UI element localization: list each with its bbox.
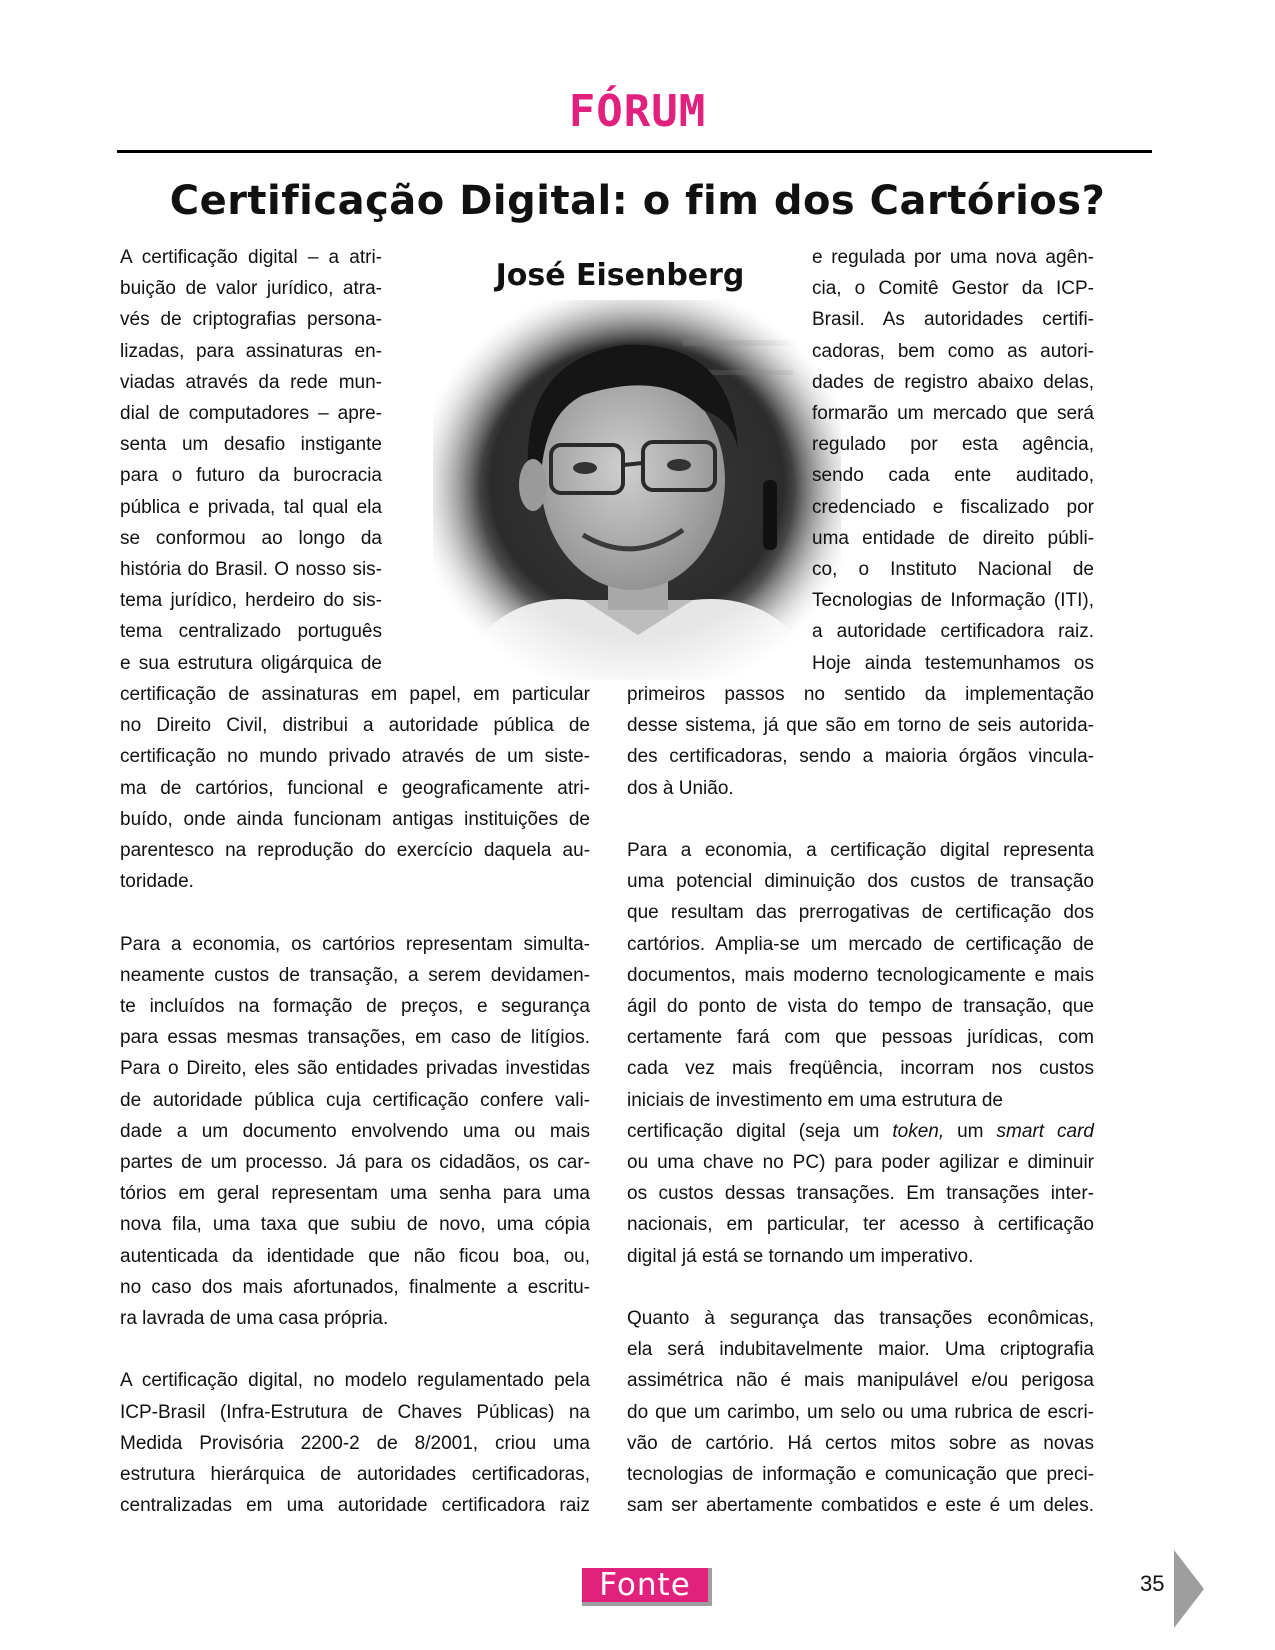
paragraph-line: toridade. [120, 871, 194, 893]
paragraph-line: ma de cartórios, funcional e geograficamente atri- [120, 777, 590, 799]
paragraph-line: regulado por esta agência, [812, 434, 1094, 456]
paragraph-line: ágil do ponto de vista do tempo de transação, que [627, 996, 1094, 1018]
paragraph-line: partes de um processo. Já para os cidadãos, os car- [120, 1152, 590, 1174]
paragraph-line: viadas através da rede mun- [120, 371, 382, 393]
paragraph-line: cartórios. Amplia-se um mercado de certificação de [627, 933, 1094, 955]
paragraph-line: cia, o Comitê Gestor da ICP- [812, 278, 1094, 300]
page-arrow-icon [1174, 1550, 1204, 1628]
paragraph-line: tema centralizado português [120, 621, 382, 643]
paragraph-line: do que um carimbo, um selo ou uma rubrica de escri- [627, 1401, 1094, 1423]
paragraph-line: formarão um mercado que será [812, 403, 1094, 425]
paragraph-line: desse sistema, já que são em torno de seis autorida- [627, 715, 1094, 737]
paragraph-line: Para a economia, os cartórios representam simulta- [120, 933, 590, 955]
paragraph-line: lizadas, para assinaturas en- [120, 340, 382, 362]
paragraph-line: Medida Provisória 2200-2 de 8/2001, criou uma [120, 1432, 590, 1454]
paragraph-line: que resultam das prerrogativas de certificação dos [627, 902, 1094, 924]
paragraph-line: ela será indubitavelmente maior. Uma criptografia [627, 1339, 1094, 1361]
paragraph-line: estrutura hierárquica de autoridades certificadoras, [120, 1464, 590, 1486]
article-title: Certificação Digital: o fim dos Cartórios? [169, 178, 1106, 224]
paragraph-line: neamente custos de transação, a serem devidamen- [120, 964, 590, 986]
paragraph-line: sendo cada ente auditado, [812, 465, 1094, 487]
paragraph-line: dos à União. [627, 777, 734, 799]
paragraph-line: centralizadas em uma autoridade certificadora raiz [120, 1495, 590, 1517]
paragraph-line: iniciais de investimento em uma estrutura de [627, 1089, 1003, 1111]
paragraph-line: Para a economia, a certificação digital representa [627, 840, 1094, 861]
author-photo [433, 300, 841, 680]
paragraph-line: dades de registro abaixo delas, [812, 371, 1094, 393]
paragraph-line: e sua estrutura oligárquica de [120, 652, 382, 674]
paragraph-line: co, o Instituto Nacional de [812, 559, 1094, 581]
left-column-main [120, 679, 590, 1521]
paragraph-line: nova fila, uma taxa que subiu de novo, uma cópia [120, 1214, 590, 1236]
paragraph-line: des certificadoras, sendo a maioria órgãos vincula- [627, 746, 1094, 768]
page-number: 35 [1140, 1571, 1165, 1596]
paragraph-line: nacionais, em particular, ter acesso à certificação [627, 1214, 1094, 1236]
paragraph-line: para o futuro da burocracia [120, 465, 382, 487]
paragraph-line: Para o Direito, eles são entidades privadas investidas [120, 1058, 590, 1080]
paragraph-line: vão de cartório. Há certos mitos sobre as novas [627, 1432, 1094, 1454]
paragraph-line: primeiros passos no sentido da implementação [627, 684, 1094, 705]
paragraph-line: dial de computadores – apre- [120, 403, 382, 425]
author-name: José Eisenberg [495, 258, 745, 293]
paragraph-line: certificação no mundo privado através de um siste- [120, 746, 590, 768]
paragraph-line: parentesco na reprodução do exercício daquela au- [120, 840, 590, 862]
paragraph-line: de autoridade pública cuja certificação confere vali- [120, 1089, 590, 1111]
paragraph-line: para essas mesmas transações, em caso de litígios. [120, 1027, 590, 1049]
paragraph-line: pública e privada, tal qual ela [120, 496, 382, 518]
paragraph-line: sam ser abertamente combatidos e este é um deles. [627, 1495, 1094, 1517]
paragraph-line: tórios em geral representam uma senha para uma [120, 1183, 590, 1205]
paragraph-line: assimétrica não é mais manipulável e/ou perigosa [627, 1370, 1094, 1392]
right-column-main [627, 679, 1094, 1521]
magazine-brand: Fonte [582, 1568, 712, 1606]
header-rule [117, 150, 1152, 153]
paragraph-line: te incluídos na formação de preços, e segurança [120, 996, 590, 1018]
paragraph-line: A certificação digital, no modelo regulamentado pela [120, 1370, 590, 1392]
paragraph-line: credenciado e fiscalizado por [812, 496, 1094, 518]
paragraph-line: certamente fará com que pessoas jurídicas, com [627, 1027, 1094, 1049]
paragraph-line: dade a um documento envolvendo uma ou mais [120, 1120, 590, 1142]
paragraph-line: se conformou ao longo da [120, 527, 382, 549]
paragraph-line: buição de valor jurídico, atra- [120, 278, 382, 300]
paragraph-line: Quanto à segurança das transações econômicas, [627, 1308, 1094, 1330]
paragraph-line-italic: certificação digital (seja um token, um smart card [627, 1120, 1094, 1142]
paragraph-line: no caso dos mais afortunados, finalmente a escritu- [120, 1276, 590, 1298]
paragraph-line: documentos, mais moderno tecnologicamente e mais [627, 964, 1094, 986]
paragraph-line: Brasil. As autoridades certifi- [812, 309, 1094, 331]
paragraph-line: autenticada da identidade que não ficou boa, ou, [120, 1245, 590, 1267]
paragraph-line: os custos dessas transações. Em transações inter- [627, 1183, 1094, 1205]
paragraph-line: uma entidade de direito públi- [812, 527, 1094, 549]
paragraph-line: buído, onde ainda funcionam antigas instituições de [120, 808, 590, 830]
paragraph-line: tecnologias de informação e comunicação que preci- [627, 1464, 1094, 1486]
paragraph-line: uma potencial diminuição dos custos de transação [627, 871, 1094, 893]
paragraph-line: certificação de assinaturas em papel, em particular [120, 684, 590, 705]
left-column-top [120, 242, 382, 679]
paragraph-line: ou uma chave no PC) para poder agilizar e diminuir [627, 1152, 1094, 1174]
section-title: FÓRUM [568, 86, 707, 137]
paragraph-line: senta um desafio instigante [120, 434, 382, 456]
paragraph-line: ICP-Brasil (Infra-Estrutura de Chaves Públicas) na [120, 1401, 590, 1423]
paragraph-line: a autoridade certificadora raiz. [812, 621, 1094, 643]
paragraph-line: história do Brasil. O nosso sis- [120, 559, 382, 581]
paragraph-line: A certificação digital – a atri- [120, 247, 382, 268]
paragraph-line: Tecnologias de Informação (ITI), [812, 590, 1094, 612]
paragraph-line: digital já está se tornando um imperativo. [627, 1245, 974, 1267]
paragraph-line: Hoje ainda testemunhamos os [812, 652, 1094, 674]
paragraph-line: cada vez mais freqüência, incorram nos custos [627, 1058, 1094, 1080]
paragraph-line: tema jurídico, herdeiro do sis- [120, 590, 382, 612]
right-column-top [812, 242, 1094, 679]
paragraph-line: vés de criptografias persona- [120, 309, 382, 331]
paragraph-line: cadoras, bem como as autori- [812, 340, 1094, 362]
paragraph-line: no Direito Civil, distribui a autoridade pública de [120, 715, 590, 737]
paragraph-line: ra lavrada de uma casa própria. [120, 1308, 389, 1330]
paragraph-line: e regulada por uma nova agên- [812, 247, 1094, 268]
